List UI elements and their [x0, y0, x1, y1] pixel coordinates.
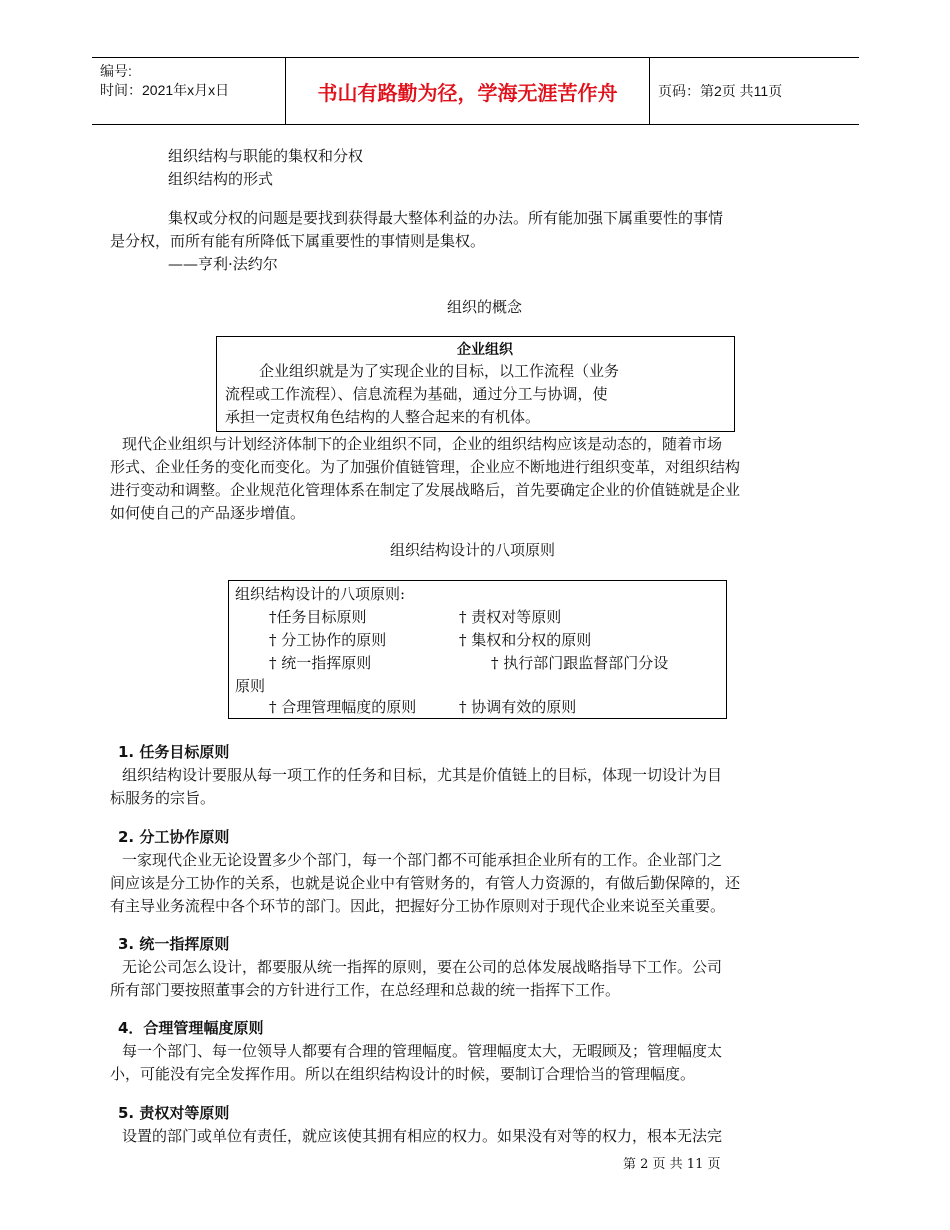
- concept-para-line-1: 现代企业组织与计划经济体制下的企业组织不同，企业的组织结构应该是动态的，随着市场: [122, 435, 723, 453]
- time-label: 时间：2021年x月x日: [100, 82, 230, 98]
- header-motto: 书山有路勤为径，学海无涯苦作舟: [285, 58, 650, 124]
- section-2-line-3: 有主导业务流程中各个环节的部门。因此，把握好分工协作原则对于现代企业来说至关重要。: [110, 897, 726, 915]
- intro-line-1: 组织结构与职能的集权和分权: [168, 147, 364, 165]
- principle-item-8: † 协调有效的原则: [459, 698, 577, 716]
- principles-heading: 组织结构设计的八项原则: [390, 541, 556, 559]
- quote-author: ——亨利·法约尔: [168, 255, 278, 273]
- concept-box-line-1: 企业组织就是为了实现企业的目标，以工作流程（业务: [259, 362, 620, 380]
- page-footer: 第 2 页 共 11 页: [623, 1157, 721, 1172]
- header-meta: [92, 58, 285, 124]
- section-2-line-1: 一家现代企业无论设置多少个部门，每一个部门都不可能承担企业所有的工作。企业部门之: [122, 851, 723, 869]
- section-2-line-2: 间应该是分工协作的关系，也就是说企业中有管财务的，有管人力资源的，有做后勤保障的，还: [110, 874, 741, 892]
- principles-box-title: 组织结构设计的八项原则:: [235, 585, 406, 603]
- concept-box-title: 企业组织: [457, 342, 513, 358]
- section-1-line-2: 标服务的宗旨。: [110, 789, 216, 807]
- section-3-line-1: 无论公司怎么设计，都要服从统一指挥的原则，要在公司的总体发展战略指导下工作。公司: [122, 958, 723, 976]
- concept-para-line-3: 进行变动和调整。企业规范化管理体系在制定了发展战略后，首先要确定企业的价值链就是企业: [110, 481, 741, 499]
- concept-para-line-2: 形式、企业任务的变化而变化。为了加强价值链管理，企业应不断地进行组织变革，对组织结构: [110, 458, 741, 476]
- section-4-title: 4．合理管理幅度原则: [118, 1019, 264, 1037]
- principle-item-7: † 合理管理幅度的原则: [269, 698, 417, 716]
- section-5-line-1: 设置的部门或单位有责任，就应该使其拥有相应的权力。如果没有对等的权力，根本无法完: [122, 1127, 723, 1145]
- quote-line-2: 是分权，而所有能有所降低下属重要性的事情则是集权。: [110, 232, 486, 250]
- section-1-line-1: 组织结构设计要服从每一项工作的任务和目标，尤其是价值链上的目标，体现一切设计为目: [122, 766, 723, 784]
- principle-item-6: † 执行部门跟监督部门分设: [491, 654, 669, 672]
- principle-item-6-cont: 原则: [235, 677, 266, 695]
- section-5-title: 5. 责权对等原则: [118, 1104, 230, 1122]
- principle-item-2: † 责权对等原则: [459, 608, 562, 626]
- section-4-line-2: 小，可能没有完全发挥作用。所以在组织结构设计的时候，要制订合理恰当的管理幅度。: [110, 1065, 696, 1083]
- section-2-title: 2. 分工协作原则: [118, 828, 230, 846]
- principle-item-1: †任务目标原则: [269, 608, 367, 626]
- page-header: [92, 57, 859, 125]
- principle-item-4: † 集权和分权的原则: [459, 631, 592, 649]
- serial-label: 编号:: [100, 63, 132, 79]
- section-3-title: 3. 统一指挥原则: [118, 935, 230, 953]
- principle-item-5: † 统一指挥原则: [269, 654, 372, 672]
- quote-line-1: 集权或分权的问题是要找到获得最大整体利益的办法。所有能加强下属重要性的事情: [168, 209, 724, 227]
- concept-box: [216, 336, 735, 432]
- header-page-info: 页码：第2页 共11页: [658, 83, 783, 99]
- concept-box-line-2: 流程或工作流程）、信息流程为基础，通过分工与协调，使: [225, 385, 608, 403]
- concept-box-line-3: 承担一定责权角色结构的人整合起来的有机体。: [225, 408, 541, 426]
- concept-heading: 组织的概念: [447, 298, 523, 316]
- intro-line-2: 组织结构的形式: [168, 170, 274, 188]
- section-3-line-2: 所有部门要按照董事会的方针进行工作，在总经理和总裁的统一指挥下工作。: [110, 981, 621, 999]
- section-1-title: 1. 任务目标原则: [118, 743, 230, 761]
- principle-item-3: † 分工协作的原则: [269, 631, 387, 649]
- principles-box: [228, 580, 727, 719]
- section-4-line-1: 每一个部门、每一位领导人都要有合理的管理幅度。管理幅度太大，无暇顾及；管理幅度太: [122, 1042, 723, 1060]
- concept-para-line-4: 如何使自己的产品逐步增值。: [110, 504, 306, 522]
